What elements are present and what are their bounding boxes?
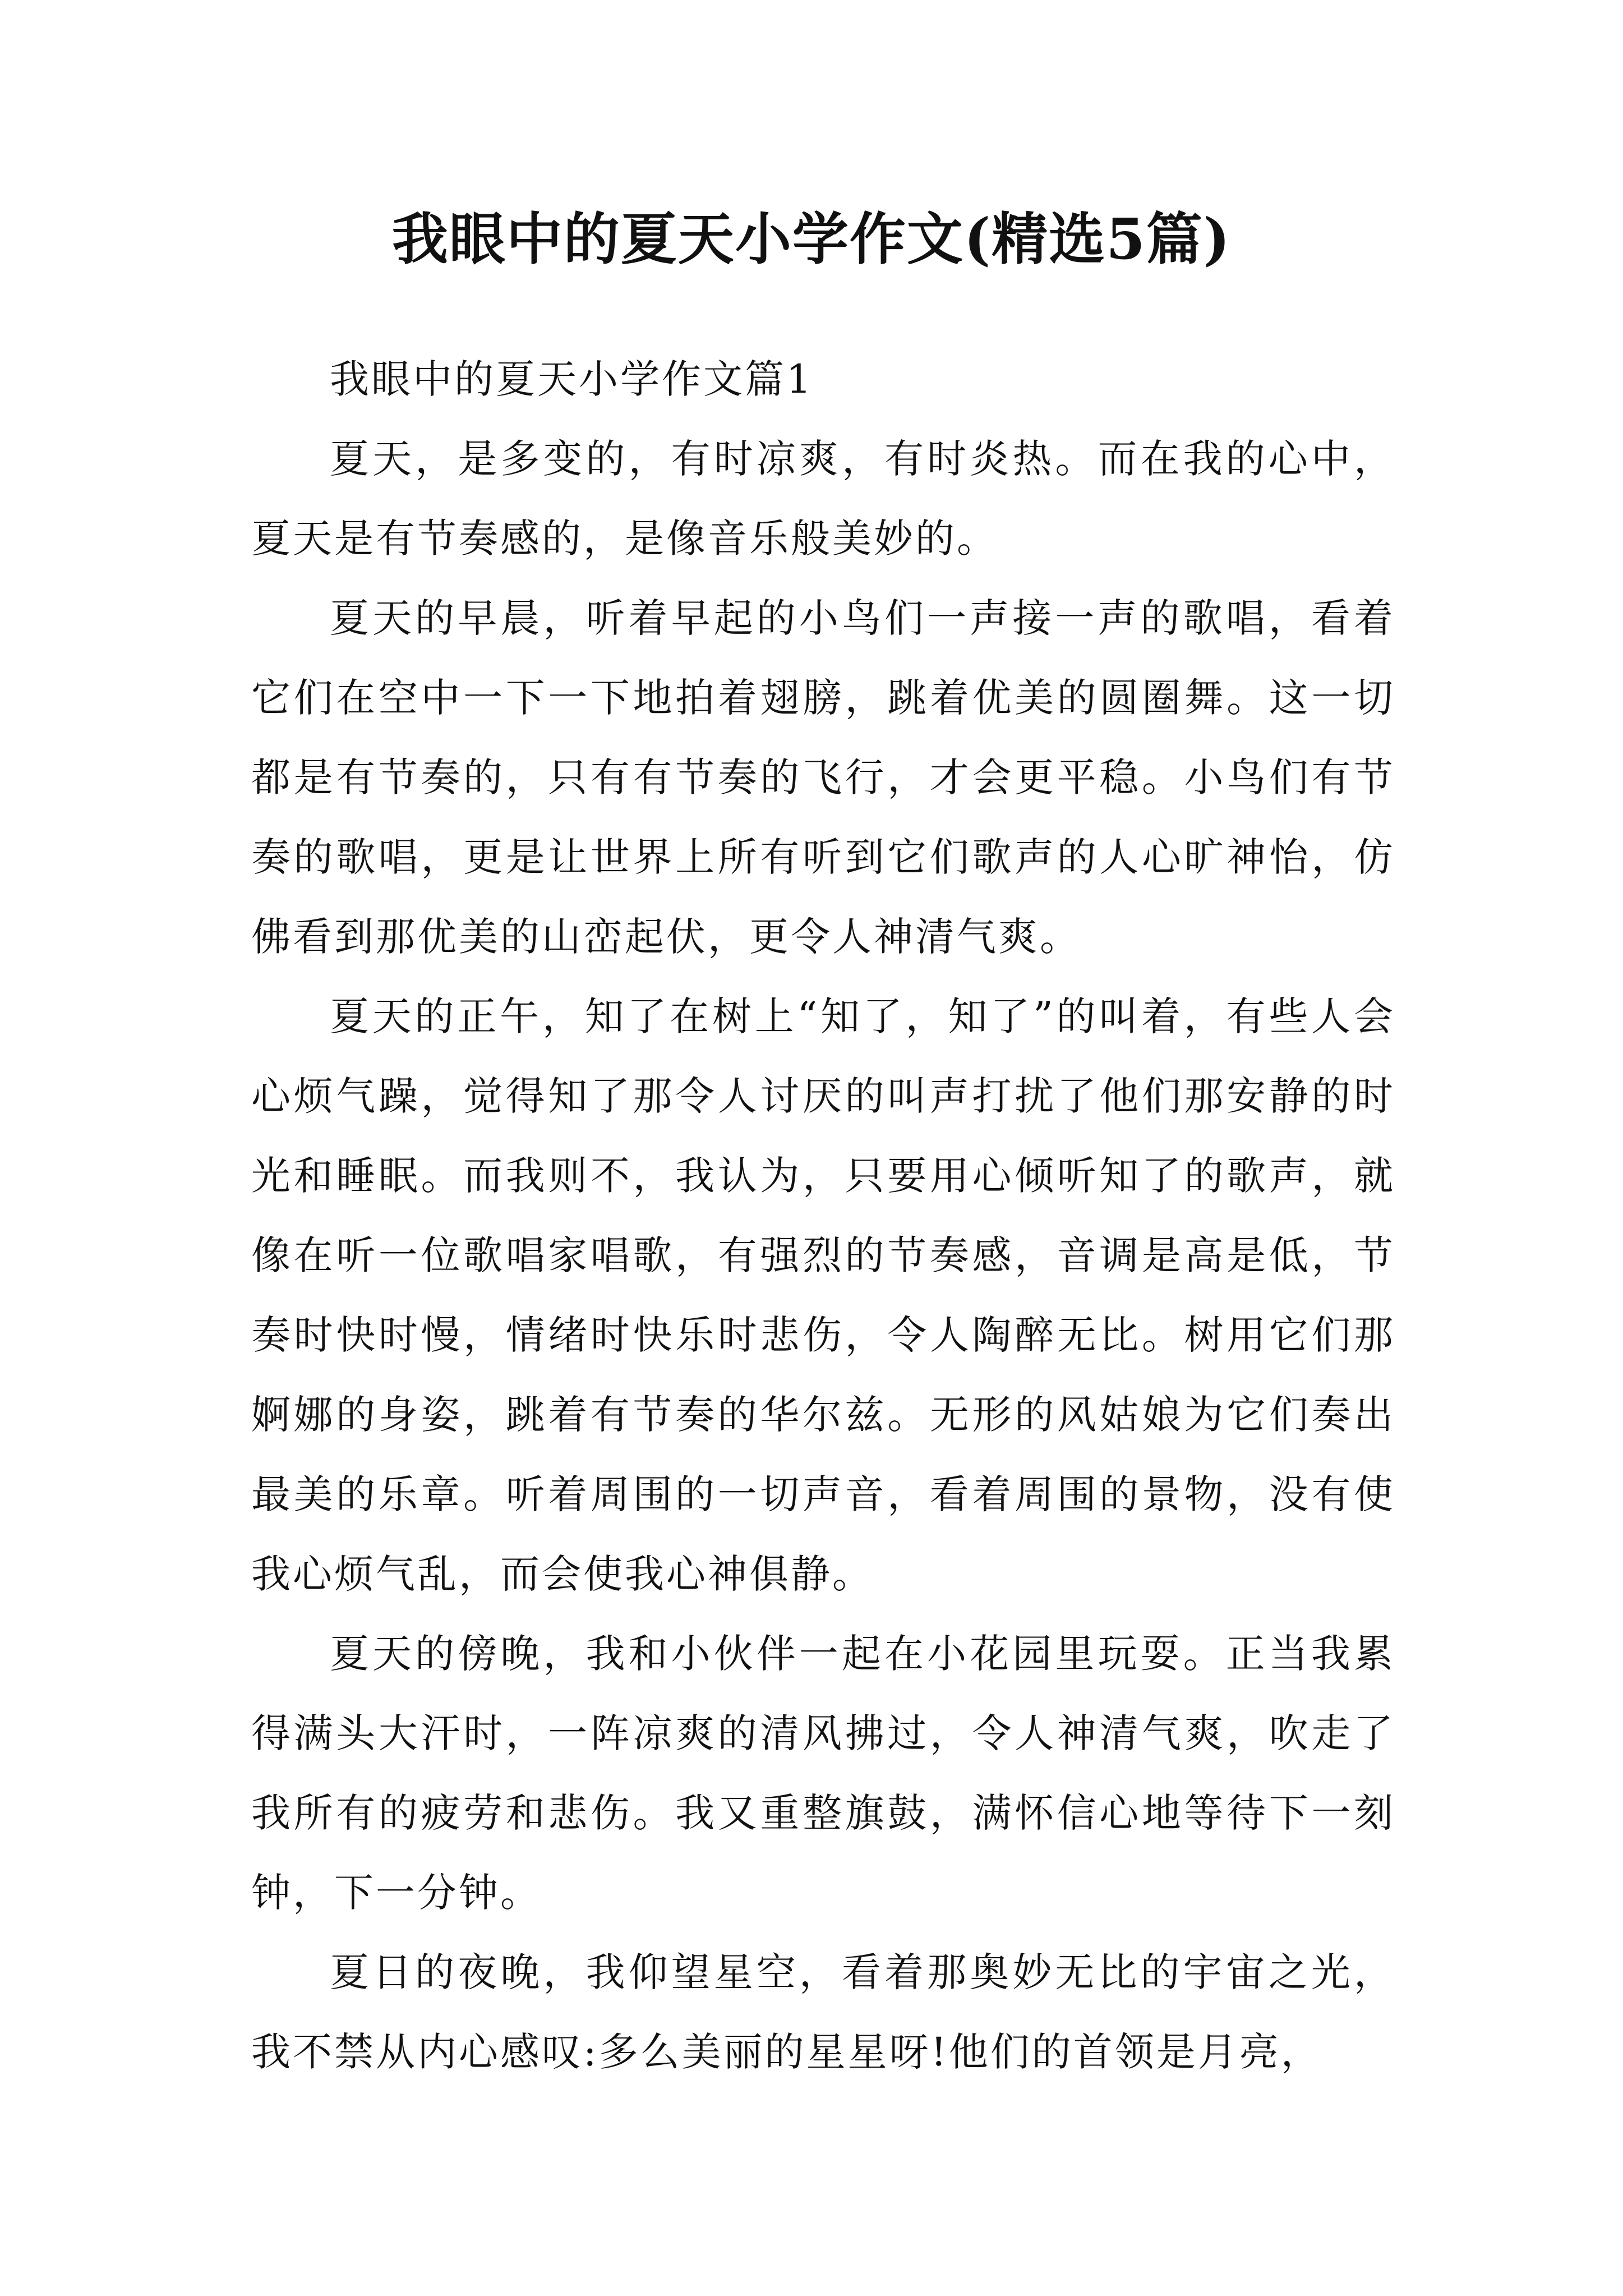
paragraph: 夏日的夜晚，我仰望星空，看着那奥妙无比的宇宙之光，我不禁从内心感叹:多么美丽的星星呀!他们的首领是月亮，	[251, 1949, 1395, 2075]
paragraph: 夏天的正午，知了在树上“知了，知了”的叫着，有些人会心烦气躁，觉得知了那令人讨厌的叫声打扰了他们那安静的时光和睡眠。而我则不，我认为，只要用心倾听知了的歌声，就像在听一位歌唱家唱歌，有强烈的节奏感，音调是高是低，节奏时快时慢，情绪时快乐时悲伤，令人陶醉无比。树用它们那婀娜的身姿，跳着有节奏的华尔兹。无形的风姑娘为它们奏出最美的乐章。听着周围的一切声音，看着周围的景物，没有使我心烦气乱，而会使我心神俱静。	[251, 993, 1395, 1597]
paragraph: 夏天的傍晚，我和小伙伴一起在小花园里玩耍。正当我累得满头大汗时，一阵凉爽的清风拂过，令人神清气爽，吹走了我所有的疲劳和悲伤。我又重整旗鼓，满怀信心地等待下一刻钟，下一分钟。	[251, 1631, 1395, 1916]
document-title: 我眼中的夏天小学作文(精选5篇)	[391, 206, 1232, 272]
paragraph: 夏天，是多变的，有时凉爽，有时炎热。而在我的心中，夏天是有节奏感的，是像音乐般美妙的。	[251, 436, 1395, 562]
document-body	[251, 339, 1395, 2092]
paragraph: 夏天的早晨，听着早起的小鸟们一声接一声的歌唱，看着它们在空中一下一下地拍着翅膀，跳着优美的圆圈舞。这一切都是有节奏的，只有有节奏的飞行，才会更平稳。小鸟们有节奏的歌唱，更是让世界上所有听到它们歌声的人心旷神怡，仿佛看到那优美的山峦起伏，更令人神清气爽。	[251, 595, 1395, 960]
section-heading: 我眼中的夏天小学作文篇1	[330, 356, 814, 402]
